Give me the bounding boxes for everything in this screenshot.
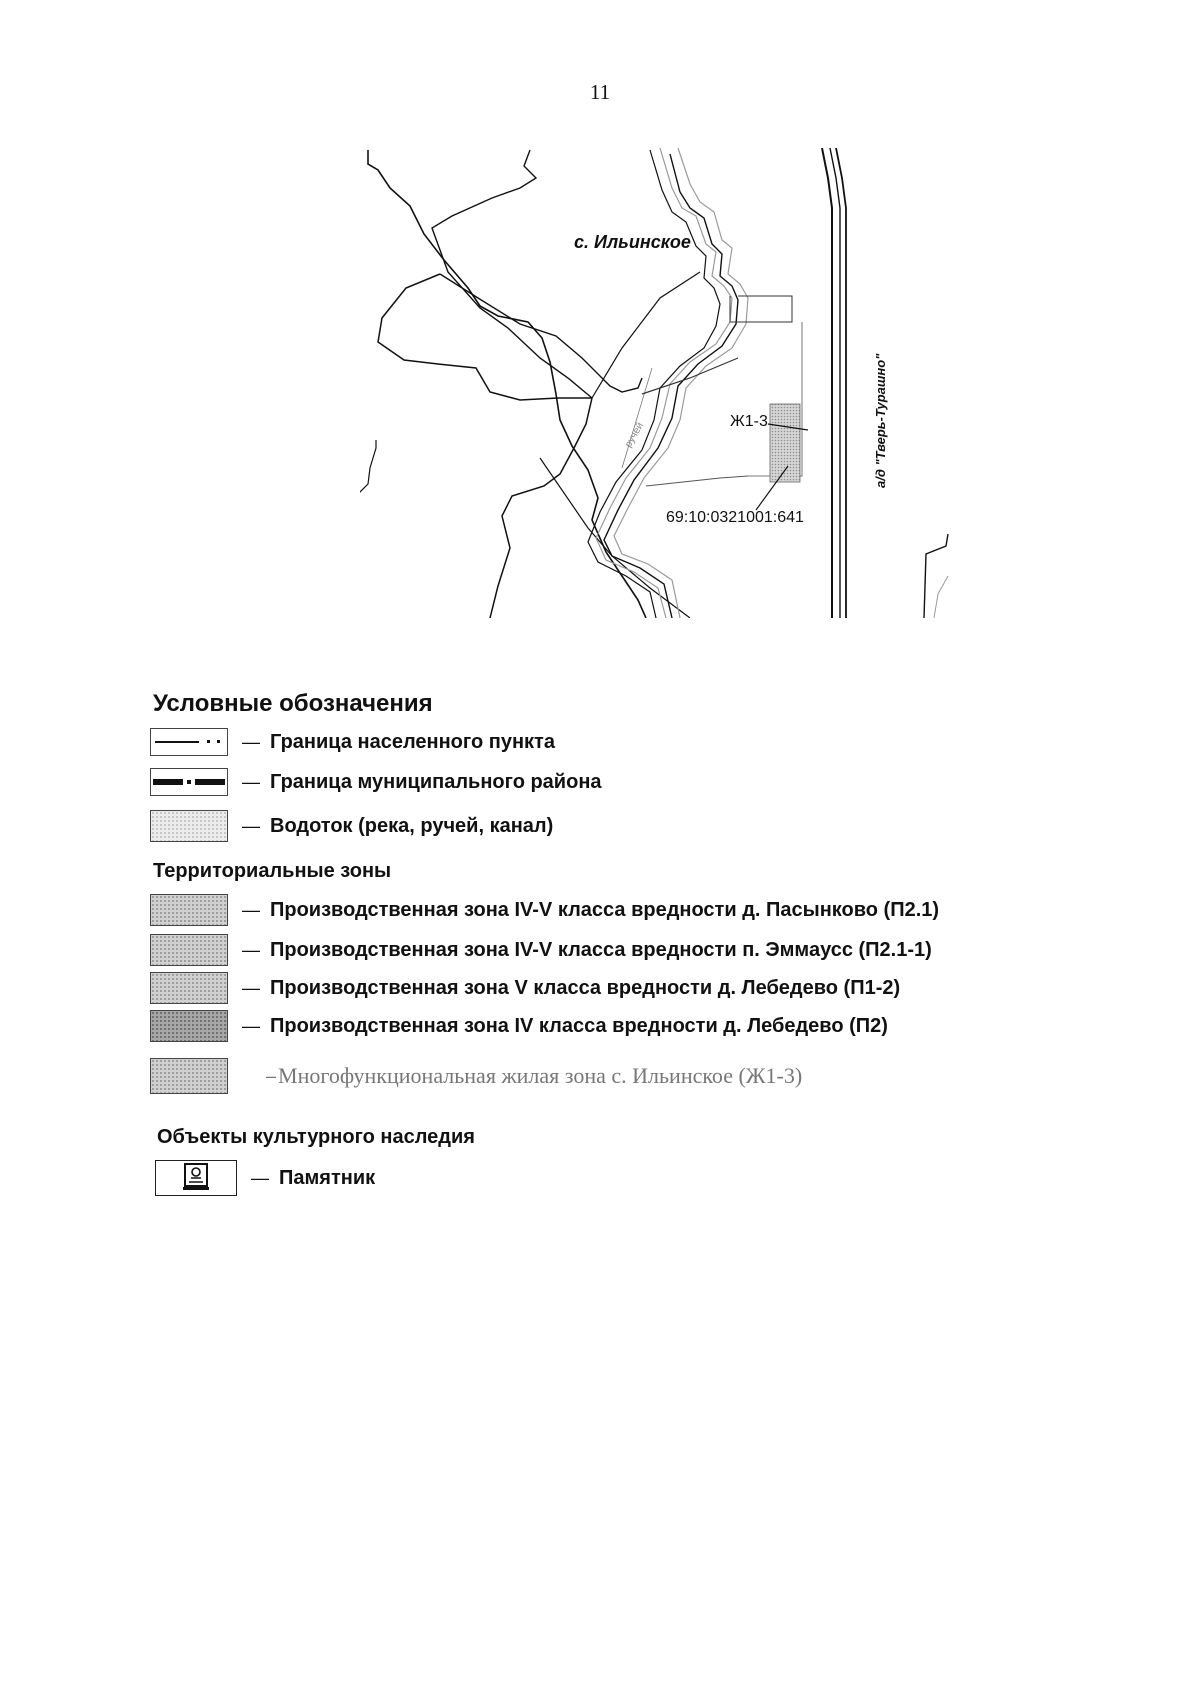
legend-item-zone-p2-1: — Производственная зона IV-V класса вредности д. Пасынково (П2.1) (150, 890, 939, 930)
stream-label-line (622, 368, 652, 468)
legend-item-label: Производственная зона V класса вредности д. Лебедево (П1-2) (270, 976, 901, 999)
legend-item-zone-p2: — Производственная зона IV класса вредности д. Лебедево (П2) (150, 1006, 888, 1046)
zones-title: Территориальные зоны (153, 860, 392, 882)
legend-item-zone-zh1-3: – Многофункциональная жилая зона с. Ильинское (Ж1-3) (150, 1056, 802, 1096)
zone-label: Ж1-3 (730, 413, 768, 430)
boundary-line (646, 476, 748, 486)
parcel-outline (730, 296, 792, 322)
zone-fill-icon (150, 934, 228, 966)
monument-icon (155, 1160, 237, 1196)
legend-item-label: Граница населенного пункта (270, 730, 555, 753)
stream-label: ручей (623, 420, 647, 450)
boundary-line (490, 398, 592, 618)
legend-item-label: Граница муниципального района (270, 770, 602, 793)
legend-item-watercourse: — Водоток (река, ручей, канал) (150, 806, 553, 846)
watercourse-fill-icon (150, 810, 228, 842)
legend-item-monument: — Памятник (155, 1158, 375, 1198)
boundary-line (360, 440, 376, 502)
road-line (822, 148, 832, 618)
road-line (836, 148, 846, 618)
zone-fill-icon (150, 894, 228, 926)
boundary-line (934, 576, 948, 618)
parcel-label: 69:10:0321001:641 (666, 509, 804, 526)
legend-item-label: Водоток (река, ручей, канал) (270, 814, 554, 837)
legend-item-settlement-boundary: — Граница населенного пункта (150, 722, 555, 762)
legend-item-zone-p2-1-1: — Производственная зона IV-V класса вредности п. Эммаусс (П2.1-1) (150, 930, 932, 970)
legend-item-label: Производственная зона IV класса вредности д. Лебедево (П2) (270, 1014, 888, 1037)
legend-item-label: Многофункциональная жилая зона с. Ильинское (Ж1-3) (278, 1063, 803, 1088)
settlement-boundary-line-icon (150, 728, 228, 756)
district-boundary-line-icon (150, 768, 228, 796)
legend-item-zone-p1-2: — Производственная зона V класса вредности д. Лебедево (П1-2) (150, 968, 900, 1008)
legend-item-label: Памятник (279, 1166, 376, 1189)
heritage-title: Объекты культурного наследия (157, 1126, 475, 1148)
zoning-map (360, 148, 980, 618)
road-label: а/д "Тверь-Турашно" (873, 353, 888, 488)
boundary-line (642, 358, 738, 394)
legend-item-label: Производственная зона IV-V класса вредности д. Пасынково (П2.1) (270, 898, 940, 921)
legend-title: Условные обозначения (153, 690, 433, 717)
boundary-line (378, 274, 592, 400)
page-number: 11 (589, 80, 611, 104)
settlement-label: с. Ильинское (574, 232, 691, 252)
zone-fill-icon (150, 1010, 228, 1042)
legend-item-label: Производственная зона IV-V класса вредности п. Эммаусс (П2.1-1) (270, 938, 932, 961)
legend-item-district-boundary: — Граница муниципального района (150, 762, 602, 802)
zone-fill-icon (150, 972, 228, 1004)
zone-fill-icon (150, 1058, 228, 1094)
